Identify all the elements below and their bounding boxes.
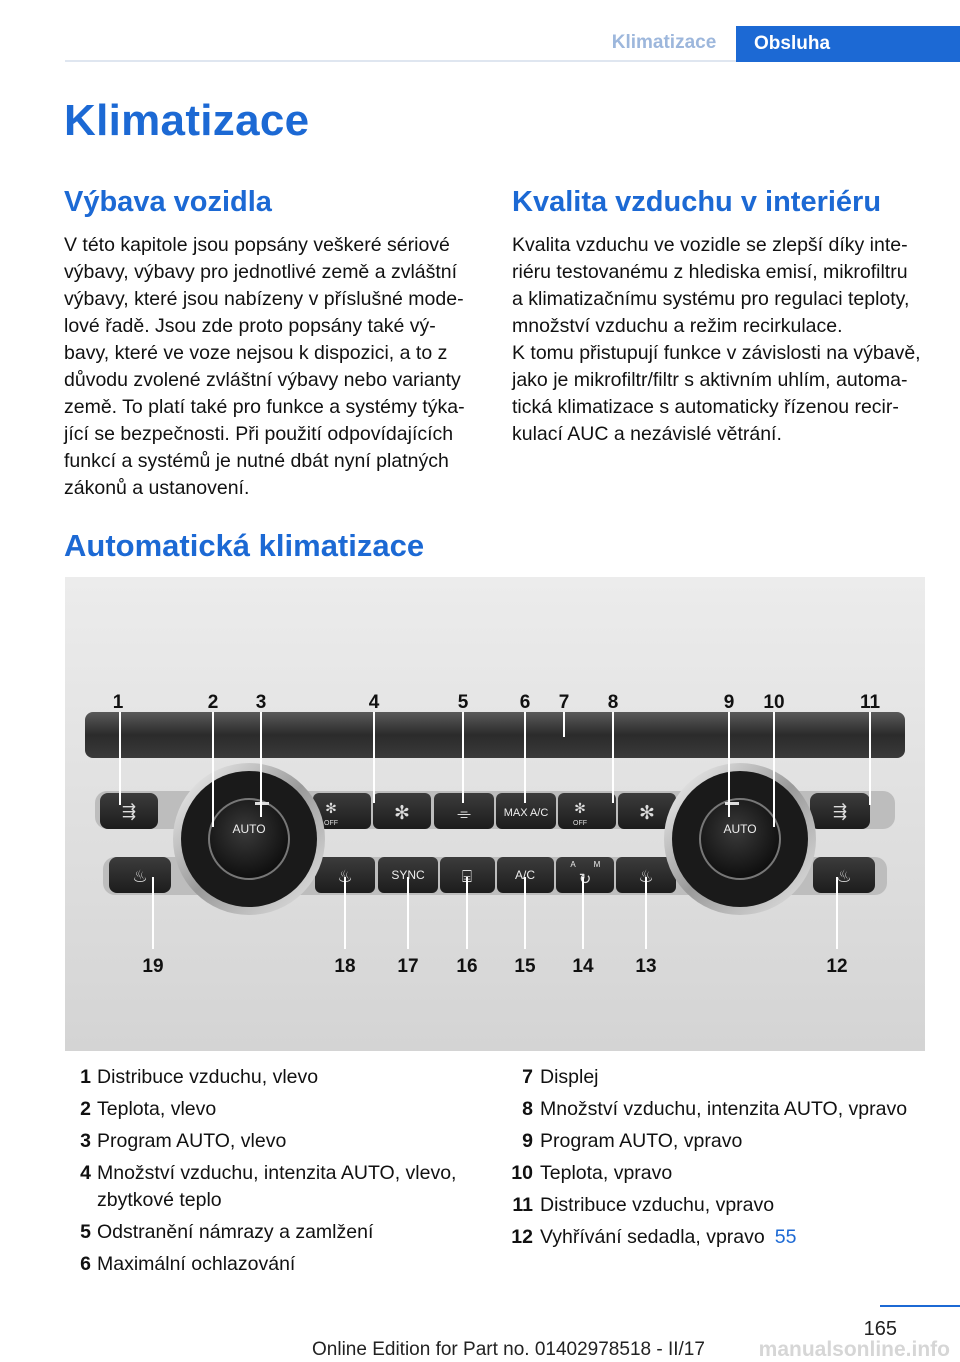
heading-vybava-vozidla: Výbava vozidla: [64, 186, 272, 218]
text-line: V této kapitole jsou popsány veškeré sériové: [64, 234, 450, 256]
watermark: manualsonline.info: [758, 1338, 950, 1361]
legend-text: Odstranění námrazy a zamlžení: [97, 1221, 374, 1243]
legend-text: Program AUTO, vlevo: [97, 1130, 287, 1152]
text-line: Kvalita vzduchu ve vozidle se zlepší díky inte‐: [512, 234, 908, 256]
callout-19: 19: [142, 956, 164, 977]
display-strip: [85, 712, 905, 758]
legend-text: Vyhřívání sedadla, vpravo: [540, 1226, 765, 1248]
tab-klimatizace[interactable]: Klimatizace: [611, 32, 717, 53]
legend-number: 7: [522, 1066, 533, 1088]
legend-number: 3: [80, 1130, 91, 1152]
legend-text: Displej: [540, 1066, 599, 1088]
tab-obsluha[interactable]: Obsluha: [736, 26, 960, 62]
callout-6: 6: [519, 692, 531, 713]
legend-text: Teplota, vlevo: [97, 1098, 217, 1120]
sync-label: SYNC: [391, 868, 425, 882]
text-line: země. To platí také pro funkce a systémy týka‐: [64, 396, 465, 418]
ac-label: A/C: [514, 868, 536, 882]
callout-9: 9: [723, 692, 735, 713]
page-number: 165: [863, 1318, 897, 1340]
page-title: Klimatizace: [64, 96, 310, 145]
legend-item: [507, 1160, 947, 1187]
text-line: zákonů a ustanovení.: [64, 477, 250, 499]
defrost-icon: ⌯: [457, 804, 471, 824]
fan-icon: ✻: [394, 802, 410, 824]
callout-8: 8: [607, 692, 619, 713]
text-line: výbavy, které jsou nabízeny v příslušné mode‐: [64, 288, 464, 310]
legend-item: [65, 1160, 485, 1214]
callout-13: 13: [635, 956, 657, 977]
text-line: jící se bezpečnosti. Při použití odpovídajících: [64, 423, 454, 445]
text-line: funkcí a systémů je nutné dbát nyní platných: [64, 450, 449, 472]
text-line: výbavy, výbavy pro jednotlivé země a zvláštní: [64, 261, 458, 283]
legend-number: 12: [511, 1226, 533, 1248]
legend-number: 9: [522, 1130, 533, 1152]
legend-text-cont: zbytkové teplo: [97, 1189, 222, 1211]
seat-vent-icon: ♨: [638, 867, 654, 887]
text-line: kulací AUC a nezávislé větrání.: [512, 423, 782, 445]
text-line: množství vzduchu a režim recirkulace.: [512, 315, 843, 337]
page-reference-link[interactable]: 55: [774, 1226, 797, 1248]
text-line: K tomu přistupují funkce v závislosti na výbavě,: [512, 342, 921, 364]
legend-right: [507, 1064, 947, 1256]
footer-rule: [880, 1305, 960, 1307]
text-line: a klimatizačnímu systému pro regulaci teploty,: [512, 288, 910, 310]
legend-item: [65, 1251, 485, 1278]
paragraph-kvalita-2: [512, 340, 921, 448]
climate-control-diagram: [65, 577, 925, 1051]
heading-kvalita-vzduchu: Kvalita vzduchu v interiéru: [512, 186, 882, 218]
legend-text: Distribuce vzduchu, vlevo: [97, 1066, 319, 1088]
max-ac-label: MAX A/C: [503, 807, 549, 819]
legend-item: [507, 1096, 947, 1123]
legend-number: 11: [512, 1194, 533, 1216]
fan-small-icon: ✻: [325, 801, 337, 817]
air-distribution-icon: ⇶: [832, 802, 848, 822]
legend-number: 4: [80, 1162, 91, 1184]
callout-3: 3: [255, 692, 267, 713]
text-line: tická klimatizace s automaticky řízenou recir‐: [512, 396, 899, 418]
text-line: lové řadě. Jsou zde proto popsány také vý‐: [64, 315, 436, 337]
auto-left-button[interactable]: [209, 799, 289, 879]
auto-right-button[interactable]: [700, 799, 780, 879]
a-label: A: [570, 860, 576, 869]
callout-11: 11: [859, 692, 881, 713]
callout-7: 7: [558, 692, 570, 713]
legend-left: [65, 1064, 485, 1283]
text-line: bavy, které ve voze nejsou k dispozici, a to z: [64, 342, 448, 364]
off-label: OFF: [324, 820, 338, 827]
legend-item: [507, 1128, 947, 1155]
callout-17: 17: [397, 956, 419, 977]
callout-15: 15: [514, 956, 536, 977]
text-line: důvodu zvolené zvláštní výbavy nebo varianty: [64, 369, 461, 391]
air-distribution-icon: ⇶: [121, 802, 137, 822]
paragraph-vybava: [64, 232, 465, 502]
rear-defrost-icon: ⌸: [461, 867, 473, 887]
section-title-auto-klima: Automatická klimatizace: [64, 528, 425, 563]
callout-16: 16: [456, 956, 478, 977]
legend-text: Množství vzduchu, intenzita AUTO, vlevo,: [97, 1162, 457, 1184]
callout-14: 14: [572, 956, 594, 977]
legend-number: 6: [80, 1253, 91, 1275]
callout-4: 4: [368, 692, 380, 713]
legend-text: Teplota, vpravo: [540, 1162, 673, 1184]
legend-item: [65, 1219, 485, 1246]
legend-text: Distribuce vzduchu, vpravo: [540, 1194, 775, 1216]
minus-icon: [725, 802, 739, 805]
callout-10: 10: [763, 692, 785, 713]
legend-item: [507, 1192, 947, 1219]
callout-1: 1: [112, 692, 124, 713]
legend-number: 10: [511, 1162, 533, 1184]
off-label: OFF: [573, 820, 587, 827]
fan-small-icon: ✻: [574, 801, 586, 817]
text-line: riéru testovanému z hlediska emisí, mikrofiltru: [512, 261, 908, 283]
legend-item: [65, 1096, 485, 1123]
legend-item: [65, 1064, 485, 1091]
legend-item: [507, 1224, 947, 1251]
callout-12: 12: [826, 956, 848, 977]
fan-off-right-button[interactable]: [558, 793, 616, 829]
fan-icon: ✻: [639, 802, 655, 824]
legend-number: 8: [522, 1098, 533, 1120]
callout-2: 2: [207, 692, 219, 713]
paragraph-kvalita-1: [512, 232, 909, 340]
m-label: M: [593, 860, 601, 869]
auto-left-label: AUTO: [232, 822, 266, 836]
edition-note: Online Edition for Part no. 01402978518 - II/17: [312, 1339, 705, 1360]
legend-number: 5: [80, 1221, 91, 1243]
legend-text: Program AUTO, vpravo: [540, 1130, 743, 1152]
legend-text: Maximální ochlazování: [97, 1253, 296, 1275]
seat-heat-icon: ♨: [337, 867, 353, 887]
seat-heat-icon: ♨: [132, 867, 148, 887]
seat-heat-icon: ♨: [836, 867, 852, 887]
auto-right-label: AUTO: [723, 822, 757, 836]
legend-text: Množství vzduchu, intenzita AUTO, vpravo: [540, 1098, 908, 1120]
text-line: jako je mikrofiltr/filtr s aktivním uhlím, automa‐: [512, 369, 908, 391]
callout-18: 18: [334, 956, 356, 977]
legend-item: [65, 1128, 485, 1155]
legend-item: [507, 1064, 947, 1091]
callout-5: 5: [457, 692, 469, 713]
recirculation-icon: ↻: [578, 870, 592, 888]
legend-number: 2: [80, 1098, 91, 1120]
legend-number: 1: [80, 1066, 91, 1088]
